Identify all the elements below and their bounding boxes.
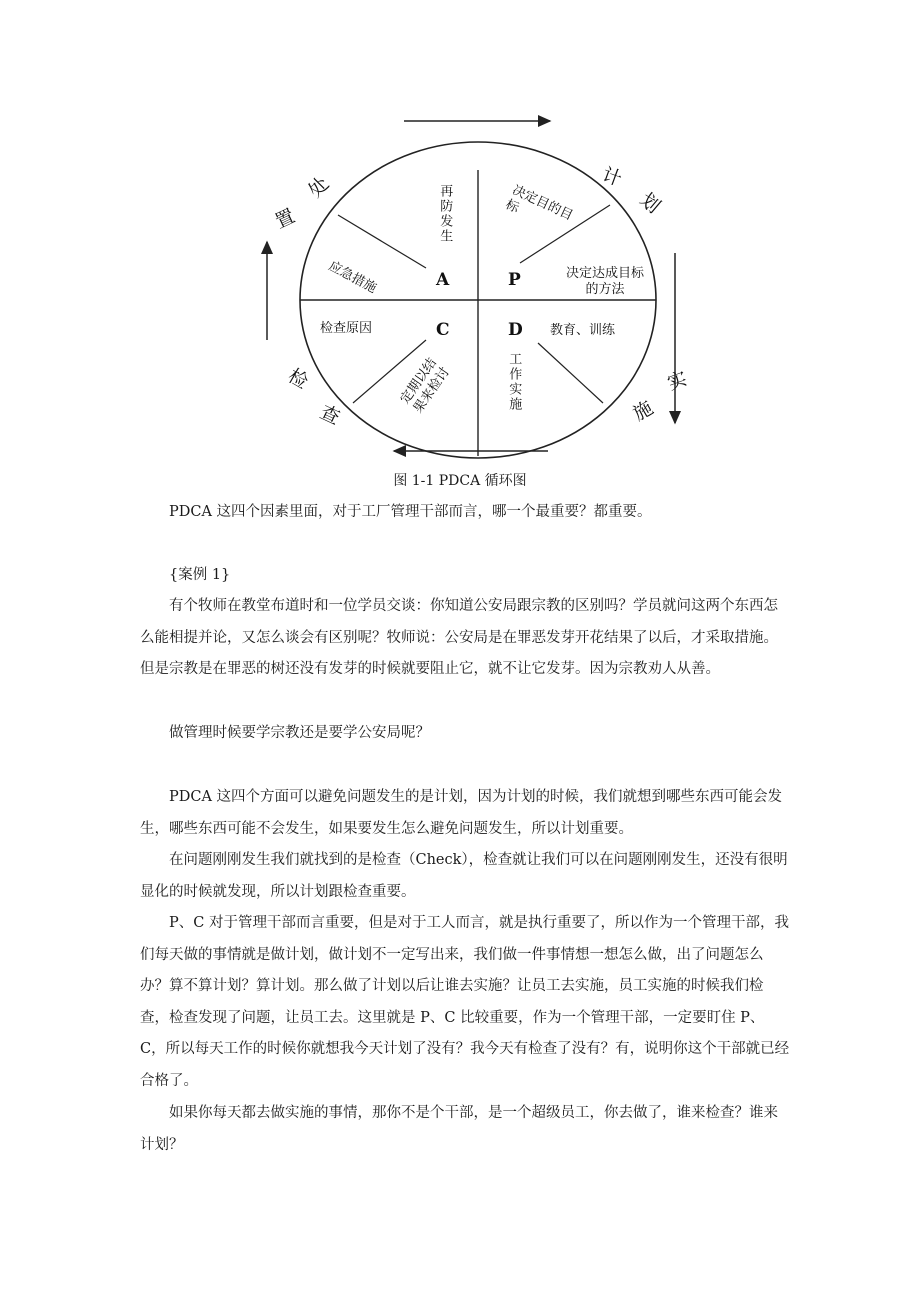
act-item-emergency: 应急措施 [325,258,379,297]
paragraph-pc-important: P、C 对于管理干部而言重要，但是对于工人而言，就是执行重要了，所以作为一个管理干部，我们每天做的事情就是做计划，做计划不一定写出来，我们做一件事情想一想怎么做，出了问题怎么办？算不算计划？算计划。那么做了计划以后让谁去实施？让员工去实施，员工实施的时候我们检查，检查发现了问题，让员工去。这里就是 P、C 比较重要，作为一个管理干部，一定要盯住 P、C，所以每天工作的时候你就想我今天计划了没有？我今天有检查了没有？有，说明你这个干部就已经合格了。 [140,915,790,1089]
letter-c: C [436,320,450,340]
case-heading: {案例 1} [169,567,231,583]
label-plan-2: 划 [635,188,665,218]
spoke-act [338,215,426,268]
paragraph-super-employee: 如果你每天都去做实施的事情，那你不是个干部，是一个超级员工，你去做了，谁来检查？谁来计划？ [140,1105,778,1153]
act-item-prevent: 再防发生 [437,184,453,244]
figure-caption: 图 1-1 PDCA 循环图 [393,473,527,489]
label-check-1: 检 [284,364,312,394]
letter-p: P [508,270,521,290]
do-item-training: 教育、训练 [550,323,616,338]
letter-d: D [508,320,523,340]
check-item-cause: 检查原因 [320,321,373,336]
plan-item-goal: 决定目的目标 [502,182,576,224]
letter-a: A [436,270,450,290]
label-do-2: 施 [629,396,657,426]
paragraph-importance: PDCA 这四个因素里面，对于工厂管理干部而言，哪一个最重要？都重要。 [169,504,652,520]
check-item-review: 定期以结果来检讨 [397,355,454,417]
label-do-1: 实 [664,367,690,395]
label-act-1: 处 [304,172,334,202]
plan-item-method: 决定达成目标的方法 [565,266,644,298]
do-item-execution: 工作实施 [506,352,522,412]
paragraph-plan-prevent: PDCA 这四个方面可以避免问题发生的是计划，因为计划的时候，我们就想到哪些东西可能会发生，哪些东西可能不会发生，如果要发生怎么避免问题发生，所以计划重要。 [140,789,783,837]
spoke-do [538,343,603,403]
paragraph-question: 做管理时候要学宗教还是要学公安局呢？ [169,725,430,741]
paragraph-check: 在问题刚刚发生我们就找到的是检查（Check），检查就让我们可以在问题刚刚发生，还没有很明显化的时候就发现，所以计划跟检查重要。 [140,852,788,900]
label-act-2: 置 [271,205,299,234]
paragraph-case-story: 有个牧师在教堂布道时和一位学员交谈：你知道公安局跟宗教的区别吗？学员就问这两个东西怎么能相提并论，又怎么谈会有区别呢？牧师说：公安局是在罪恶发芽开花结果了以后，才采取措施。但是宗教是在罪恶的树还没有发芽的时候就要阻止它，就不让它发芽。因为宗教劝人从善。 [140,598,778,677]
pdca-cycle-diagram [258,108,688,466]
label-plan-1: 计 [599,163,625,191]
label-check-2: 查 [316,401,344,430]
